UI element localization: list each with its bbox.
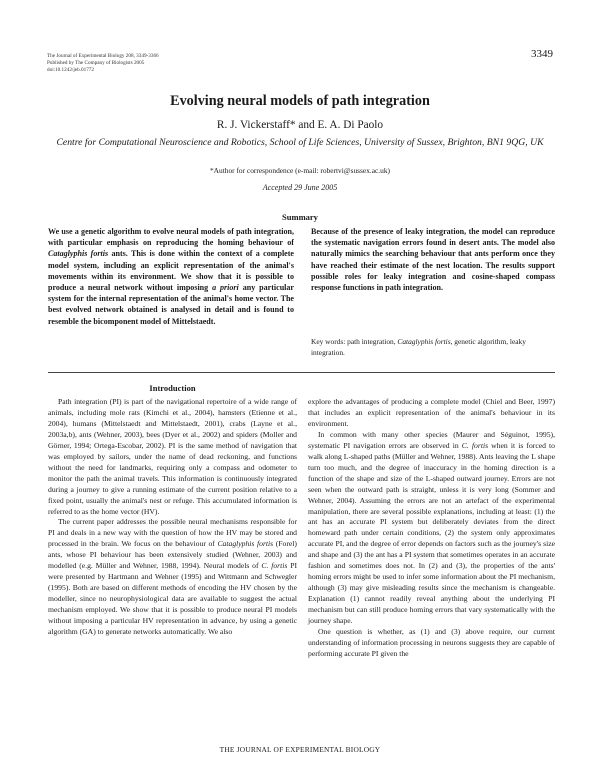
summary-text: ants. This is done within the context of a complete model system, including an explicit representation of the animal's movements within its environment. We show that it is possible to produce a neural network without imposing [48,249,295,293]
paragraph [308,430,555,627]
journal-citation [47,53,159,74]
journal-doi-line: doi:10.1242/jeb.01772 [47,67,94,73]
accepted-date: Accepted 29 June 2005 [262,183,338,192]
section-divider [48,372,555,373]
journal-citation-line: The Journal of Experimental Biology 208, 3349-3366 [47,53,159,59]
journal-footer: THE JOURNAL OF EXPERIMENTAL BIOLOGY [219,745,381,754]
keywords-text: Key words: path integration, [311,337,398,346]
paragraph-text: PI were presented by Hartmann and Wehner (1995) and Wittmann and Schwegler (1995). Both are based on different methods of encoding the HV chosen by the modeller, since no neurophysiological data are available to suggest the actual mechanism employed. We show that it is possible to produce neural PI models without imposing a particular HV representation in advance, by using a genetic algorithm (GA) to generate networks automatically. We also [48,561,297,637]
page-number: 3349 [531,48,553,60]
paragraph: explore the advantages of producing a complete model (Chiel and Beer, 1997) that includes an explicit representation of the animal's behaviour in its environment. [308,397,555,428]
paragraph-text: In common with many other species (Maurer and Séguinot, 1995), systematic PI navigation errors are observed in [308,429,555,450]
summary-text: We use a genetic algorithm to evolve neural models of path integration, with particular emphasis on reproducing the homing behaviour of [48,227,294,248]
introduction-heading: Introduction [149,383,196,393]
species-name: C. fortis [461,440,489,450]
journal-publisher-line: Published by The Company of Biologists 2005 [47,60,145,66]
paragraph-text: The current paper addresses the possible neural mechanisms responsible for PI and deals in a new way with the question of how the HV may be stored and processed in the brain. We focus on the behaviour of [48,517,297,549]
species-name: Cataglyphis fortis [48,249,109,259]
species-name: Cataglyphis fortis [217,539,274,549]
species-name: C. fortis [261,561,288,571]
keywords [311,336,555,358]
paragraph [48,517,297,637]
summary-left-column [48,226,294,327]
summary-right-column: Because of the presence of leaky integration, the model can reproduce the systematic navigation errors found in desert ants. The model also naturally mimics the searching behaviour that ants perform once they have reached their estimate of the nest location. The results support possible roles for leaky integration and cosine-shaped compass response functions in path integration. [311,227,555,293]
summary-text: any particular system for the internal representation of the animal's home vector. The best evolved network obtained is analysed in detail and is found to resemble the bicomponent model of Mittelstaedt. [48,283,294,326]
body-left-column [48,397,297,638]
species-name: Cataglyphis fortis [397,337,451,346]
paper-authors: R. J. Vickerstaff* and E. A. Di Paolo [216,119,384,131]
paragraph-text: (Forel) ants, whose PI behaviour has been extensively studied (Wehner, 2003) and modelled (e.g. Müller and Wehner, 1988, 1994). Neural models of [48,539,297,571]
keywords-text: , genetic algorithm, leaky integration. [311,337,526,357]
paragraph: One question is whether, as (1) and (3) above require, our current understanding of information processing in neurons suggests they are capable of performing accurate PI given the [308,627,555,658]
summary-heading: Summary [282,212,318,222]
author-affiliation: Centre for Computational Neuroscience and Robotics, School of Life Sciences, University of Sussex, Brighton, BN1 9QG, UK [56,137,544,148]
body-right-column [308,397,555,660]
paragraph-text: when it is forced to walk along L-shaped paths (Müller and Wehner, 1988). Ants leaving the L shape turn too much, and the degree of inaccuracy in the homing direction is a function of the shape and size of the L-shaped outward journey. Errors are not seen when the outward path is straight, unless it is very long (Sommer and Wehner, 2004). Assuming the errors are not an artefact of the experimental manipulation, there are several possible explanations, including at least: (1) the ant has an accurate PI system but deliberately deviates from the direct homeward path under certain conditions, (2) the system only approximates accurate PI, and the degree of error depends on factors such as the journey's size and shape and (3) the ant has a PI system that sometimes operates in an accurate fashion and sometimes does not. In (2) and (3), the properties of the ants' homing errors might be used to infer some information about the PI mechanism, although (3) may give misleading results since the mechanism is changeable. Explanation (1) cannot readily reveal anything about the underlying PI mechanism but can still produce homing errors that vary systematically with the journey shape. [308,440,555,626]
correspondence-note: *Author for correspondence (e-mail: robertvi@sussex.ac.uk) [209,166,390,175]
paper-title: Evolving neural models of path integration [170,93,430,109]
paragraph: Path integration (PI) is part of the navigational repertoire of a wide range of animals, including mole rats (Kimchi et al., 2004), hamsters (Etienne et al., 2004), humans (Mittelstaedt and Mittelstaedt, 2001), crabs (Layne et al., 2003a,b), ants (Wehner, 2003), bees (Dyer et al., 2002) and spiders (Moller and Görner, 1994; Ortega-Escobar, 2002). PI is the same method of navigation that was employed by sailors, under the name of dead reckoning, and functions without the need for landmarks, requiring only a compass and odometer to monitor the path the animal travels. This information is continuously integrated during a journey to give a running estimate of the current position relative to a fixed point, usually the animal's nest or refuge. This accumulated information is referred to as the home vector (HV). [48,397,297,516]
a-priori-term: a priori [212,283,239,293]
